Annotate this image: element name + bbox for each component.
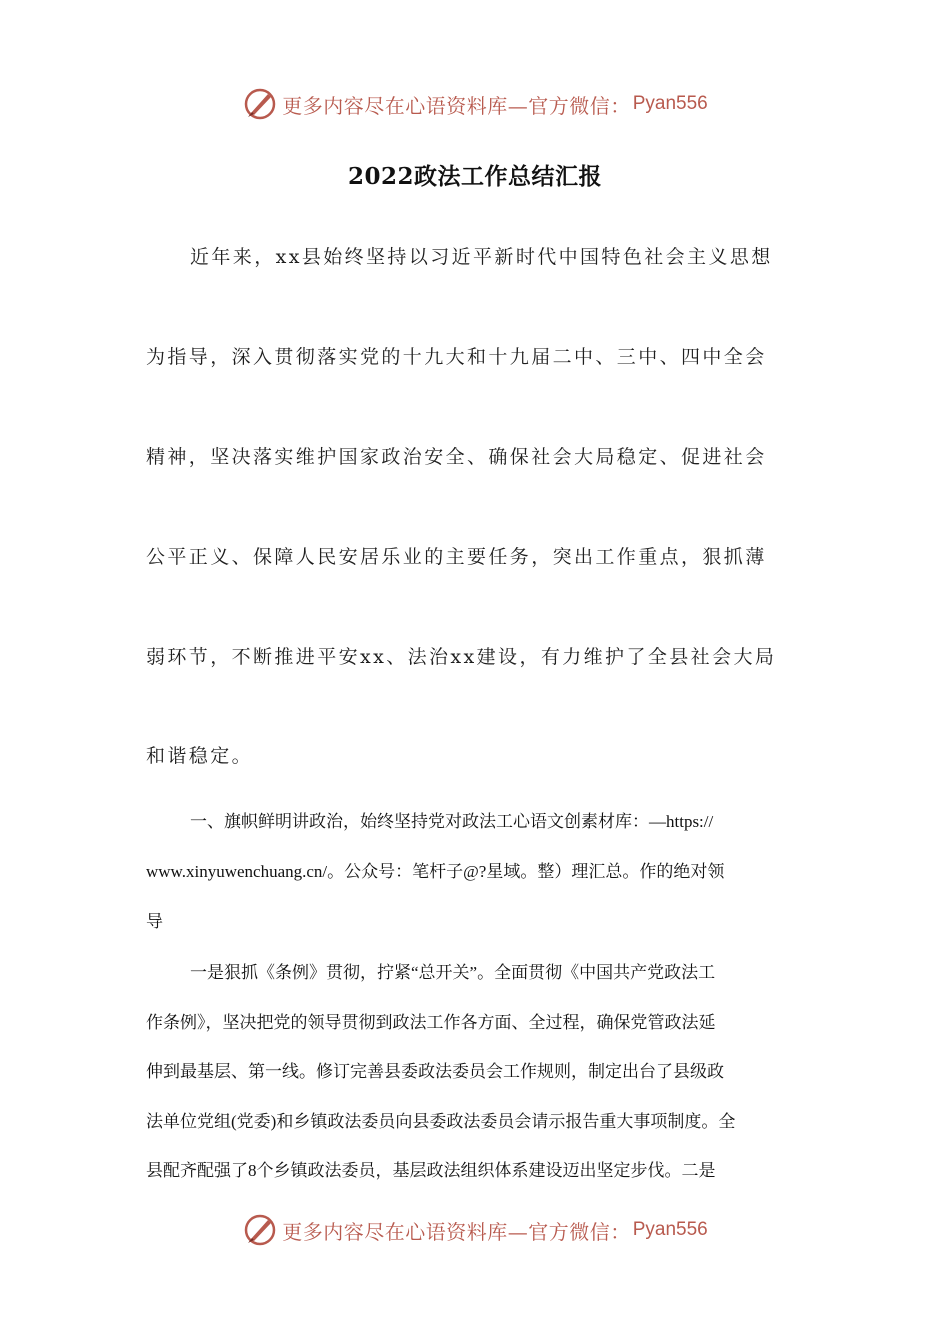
- pen-logo-icon: [242, 86, 278, 122]
- banner-wechat-id: Pyan556: [632, 93, 708, 114]
- banner-wechat-id: Pyan556: [632, 1219, 708, 1240]
- page-title: 2022政法工作总结汇报: [347, 163, 602, 190]
- body-line: 作条例》，坚决把党的领导贯彻到政法工作各方面、全过程，确保党管政法延: [146, 1013, 716, 1032]
- body-line: 法单位党组(党委)和乡镇政法委员向县委政法委员会请示报告重大事项制度。全: [146, 1112, 736, 1131]
- intro-line: 和谐稳定。: [146, 745, 254, 767]
- body-line: 县配齐配强了8个乡镇政法委员，基层政法组织体系建设迈出坚定步伐。二是: [146, 1161, 716, 1180]
- body-line: www.xinyuwenchuang.cn/。公众号：笔杆子@?星域。整）理汇总。作的绝对领: [146, 862, 725, 881]
- intro-line: 精神，坚决落实维护国家政治安全、确保社会大局稳定、促进社会: [146, 446, 767, 468]
- body-line: 导: [146, 912, 163, 931]
- pen-logo-icon: [242, 1212, 278, 1248]
- intro-line: 公平正义、保障人民安居乐业的主要任务，突出工作重点，狠抓薄: [146, 546, 767, 568]
- intro-line: 为指导，深入贯彻落实党的十九大和十九届二中、三中、四中全会: [146, 346, 767, 368]
- intro-line: 弱环节，不断推进平安xx、法治xx建设，有力维护了全县社会大局: [146, 646, 777, 668]
- intro-line: 近年来，xx县始终坚持以习近平新时代中国特色社会主义思想: [190, 246, 773, 268]
- body-line: 伸到最基层、第一线。修订完善县委政法委员会工作规则，制定出台了县级政: [146, 1062, 724, 1081]
- body-line: 一、旗帜鲜明讲政治，始终坚持党对政法工心语文创素材库：—https://: [190, 812, 714, 831]
- banner-text: 更多内容尽在心语资料库—官方微信：: [282, 93, 631, 118]
- header-banner: [0, 84, 950, 124]
- body-line: 一是狠抓《条例》贯彻，拧紧“总开关”。全面贯彻《中国共产党政法工: [190, 963, 716, 982]
- footer-banner: [0, 1210, 950, 1250]
- banner-text: 更多内容尽在心语资料库—官方微信：: [282, 1219, 631, 1244]
